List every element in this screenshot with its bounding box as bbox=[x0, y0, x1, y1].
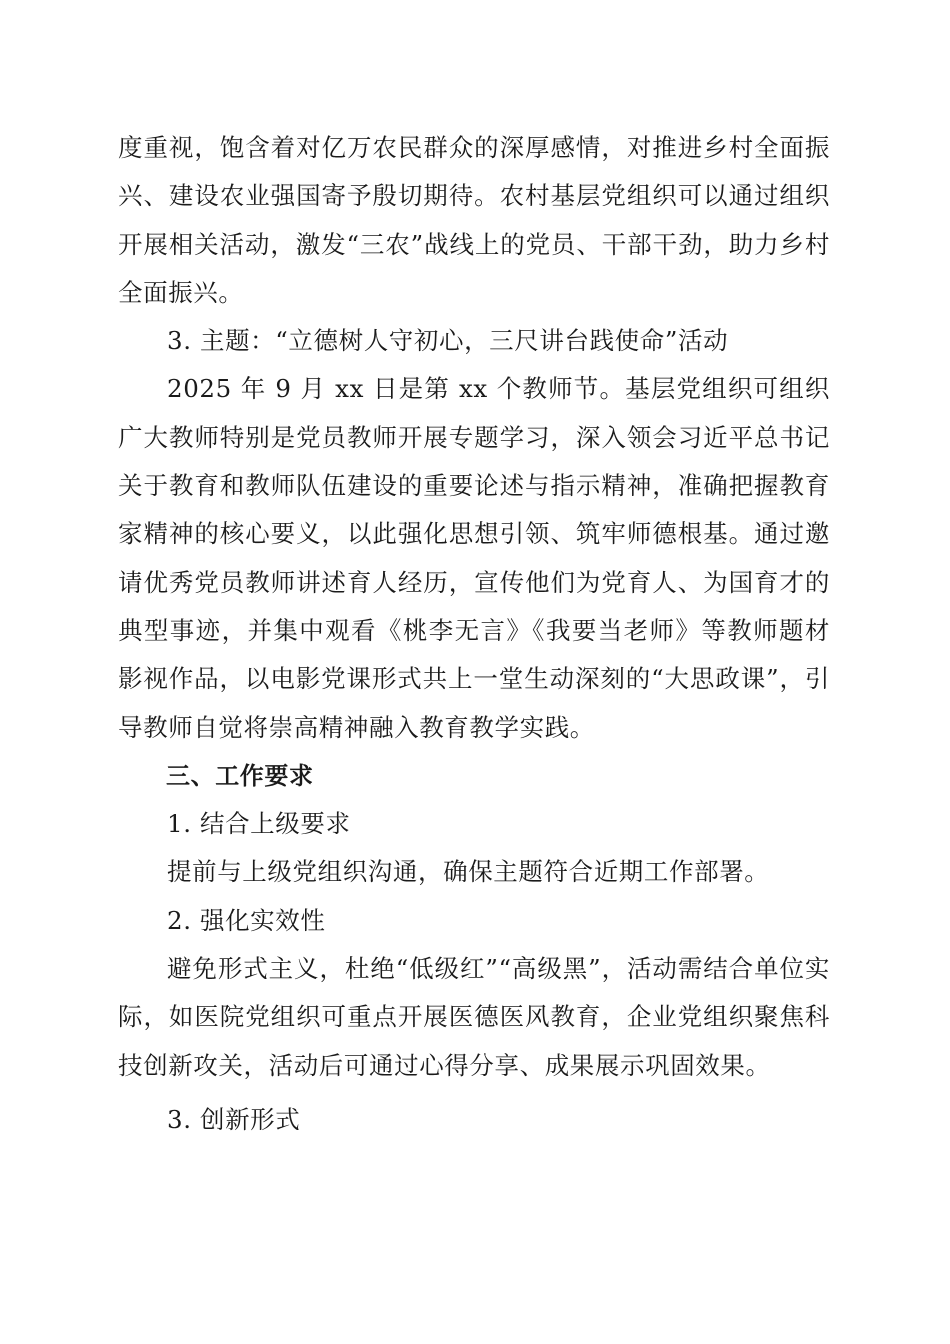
document-page bbox=[118, 124, 830, 1144]
requirement-2-title: 2. 强化实效性 bbox=[167, 905, 326, 935]
requirement-3-title: 3. 创新形式 bbox=[167, 1104, 301, 1134]
requirement-1-title: 1. 结合上级要求 bbox=[167, 809, 351, 839]
section-heading-work-requirements: 三、工作要求 bbox=[166, 761, 314, 790]
requirement-2-body: 避免形式主义，杜绝“低级红”“高级黑”，活动需结合单位实际，如医院党组织可重点开展医德医风教育，企业党组织聚焦科技创新攻关，活动后可通过心得分享、成果展示巩固效果。 bbox=[118, 954, 830, 1080]
topic-3-title: 3. 主题：“立德树人守初心，三尺讲台践使命”活动 bbox=[167, 326, 729, 356]
requirement-1-body: 提前与上级党组织沟通，确保主题符合近期工作部署。 bbox=[167, 857, 770, 887]
paragraph-teachers-day: 2025 年 9 月 xx 日是第 xx 个教师节。基层党组织可组织广大教师特别是党员教师开展专题学习，深入领会习近平总书记关于教育和教师队伍建设的重要论述与指示精神，准确把握教育家精神的核心要义，以此强化思想引领、筑牢师德根基。通过邀请优秀党员教师讲述育人经历，宣传他们为党育人、为国育才的典型事迹，并集中观看《桃李无言》《我要当老师》等教师题材影视作品，以电影党课形式共上一堂生动深刻的“大思政课”，引导教师自觉将崇高精神融入教育教学实践。 bbox=[118, 374, 830, 742]
paragraph-rural-revitalization: 度重视，饱含着对亿万农民群众的深厚感情，对推进乡村全面振兴、建设农业强国寄予殷切期待。农村基层党组织可以通过组织开展相关活动，激发“三农”战线上的党员、干部干劲，助力乡村全面振兴。 bbox=[118, 133, 830, 307]
